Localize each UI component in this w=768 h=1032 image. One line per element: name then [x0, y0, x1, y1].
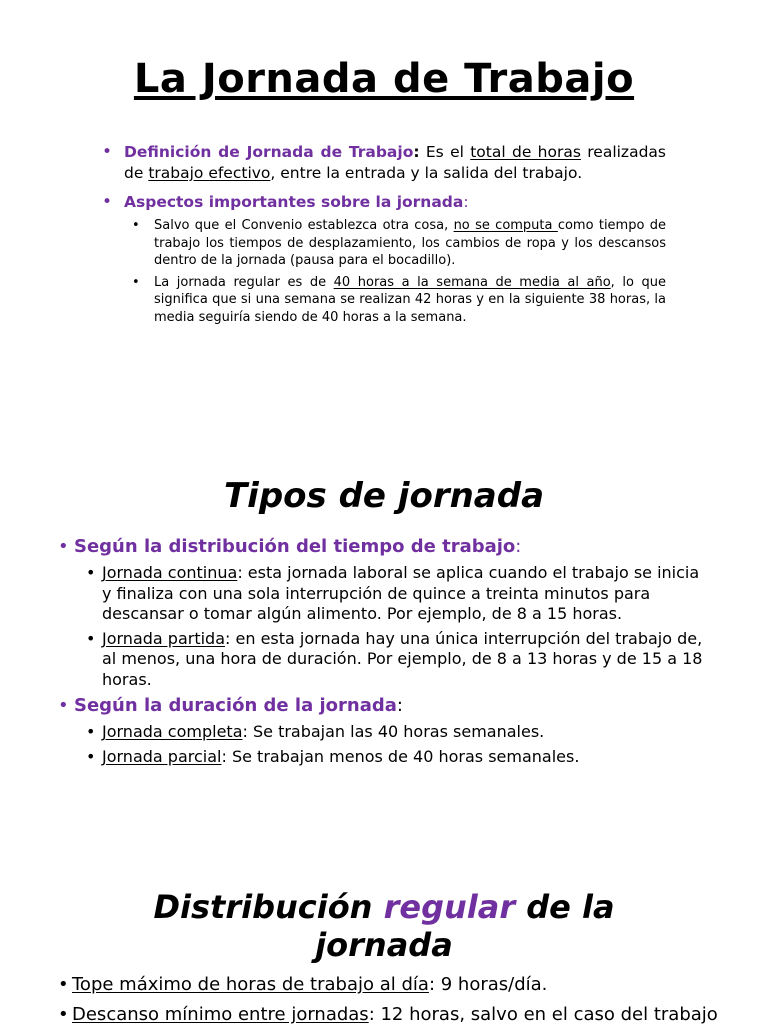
title-part-a: Distribución — [153, 888, 384, 926]
tipo-item — [86, 747, 710, 768]
tipos-group-label: Según la duración de la jornada — [74, 695, 397, 716]
aspect-item — [132, 217, 666, 270]
definition-label: Definición de Jornada de Trabajo — [124, 143, 414, 161]
aspects-bullet — [102, 192, 666, 326]
distribucion-section — [58, 972, 738, 1032]
aspect-item — [132, 274, 666, 327]
tipo-item — [86, 722, 710, 743]
tipo-item-name: Jornada parcial — [102, 746, 222, 766]
title-part-c: de la jornada — [315, 888, 615, 964]
definition-colon: : — [413, 143, 420, 161]
aspect-item-underline: no se computa — [453, 218, 558, 233]
aspect-item-post: como tiempo de trabajo los tiempos de desplazamiento, los cambios de ropa y los descansos dentro de la jornada (pausa para el bocadillo). — [154, 218, 666, 268]
definition-underline-2: trabajo efectivo — [148, 164, 271, 182]
definition-section — [102, 142, 666, 330]
definition-text-b: realizadas de — [124, 143, 666, 182]
tipo-item — [86, 563, 710, 625]
tipos-group-label: Según la distribución del tiempo de trabajo — [74, 536, 516, 557]
aspects-colon: : — [463, 193, 469, 211]
tipo-item-name: Jornada completa — [102, 722, 243, 741]
title-part-regular: regular — [383, 888, 516, 926]
page-title: La Jornada de Trabajo — [133, 56, 635, 102]
distribucion-item-name: Descanso mínimo entre jornadas — [72, 1004, 369, 1025]
section-title-distribucion — [0, 888, 768, 964]
definition-underline-1: total de horas — [470, 143, 581, 161]
aspect-item-pre: Salvo que el Convenio establezca otra cosa, — [154, 218, 454, 233]
aspects-label: Aspectos importantes sobre la jornada — [124, 193, 464, 211]
definition-text-c: , entre la entrada y la salida del trabajo. — [270, 164, 583, 182]
tipo-item — [86, 629, 710, 691]
aspect-item-underline: 40 horas a la semana de media al año — [333, 274, 611, 290]
distribucion-item-text: : 9 horas/día. — [428, 974, 548, 995]
distribucion-item — [58, 1002, 738, 1028]
tipos-group-colon: : — [396, 695, 403, 716]
definition-text-a: Es el — [419, 143, 471, 161]
aspect-item-pre: La jornada regular es de — [154, 274, 334, 290]
definition-bullet — [102, 142, 666, 184]
distribucion-item — [58, 972, 738, 998]
section-title-tipos: Tipos de jornada — [223, 476, 545, 516]
tipo-item-text: : en esta jornada hay una única interrupción del trabajo de, al menos, una hora de duración. Por ejemplo, de 8 a 13 horas y de 15 a 18 horas. — [102, 628, 703, 689]
tipos-section — [58, 535, 710, 771]
tipos-group — [58, 694, 710, 767]
tipo-item-text: : esta jornada laboral se aplica cuando el trabajo se inicia y finaliza con una sola interrupción de quince a treinta minutos para descansar o tomar algún alimento. Por ejemplo, de 8 a 15 horas. — [102, 563, 700, 623]
tipo-item-text: : Se trabajan menos de 40 horas semanales. — [221, 746, 580, 766]
distribucion-item-text: : 12 horas, salvo en el caso del trabajo — [368, 1004, 718, 1025]
tipos-group-colon: : — [515, 536, 522, 557]
tipo-item-name: Jornada partida — [102, 628, 226, 648]
aspect-item-post: , lo que significa que si una semana se realizan 42 horas y en la siguiente 38 horas, la media seguiría siendo de 40 horas a la semana. — [154, 274, 666, 325]
tipo-item-name: Jornada continua — [102, 563, 238, 582]
tipos-group — [58, 535, 710, 690]
tipo-item-text: : Se trabajan las 40 horas semanales. — [242, 722, 545, 741]
distribucion-item-name: Tope máximo de horas de trabajo al día — [72, 974, 429, 995]
